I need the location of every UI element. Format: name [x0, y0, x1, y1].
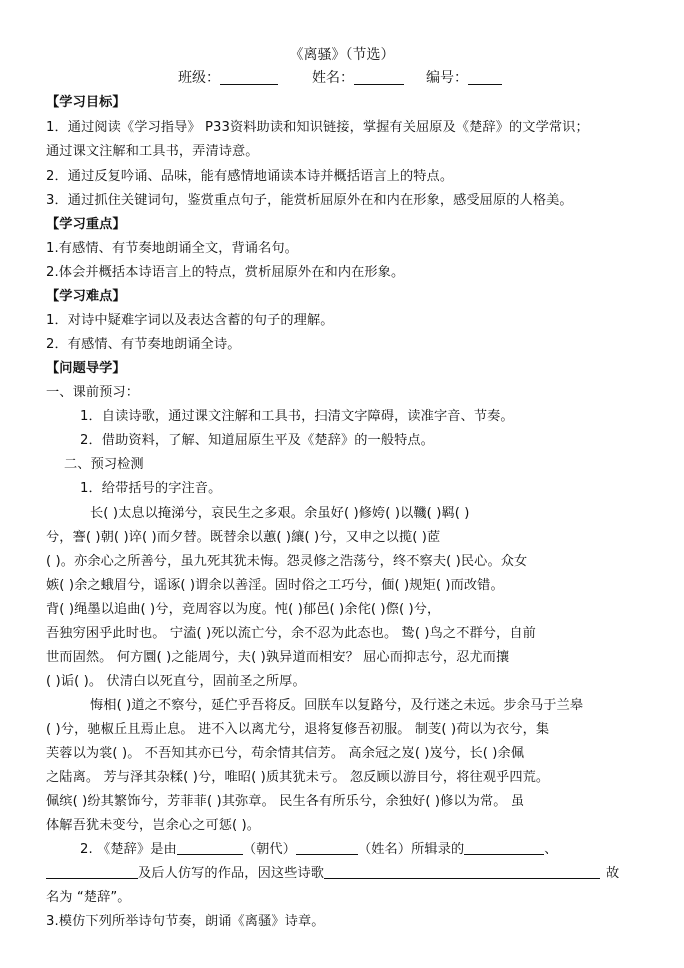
check-title: 二、预习检测: [64, 457, 144, 472]
goals-heading: 【学习目标】: [46, 95, 126, 110]
difficulty-heading: 【学习难点】: [46, 289, 126, 304]
name-field[interactable]: [354, 70, 404, 85]
passage-line: ( )诟( )。 伏清白以死直兮，固前圣之所厚。: [46, 674, 306, 689]
page-title: 《离骚》（节选）: [289, 47, 395, 63]
preview-item: 2．借助资料，了解、知道屈原生平及《楚辞》的一般特点。: [80, 433, 434, 448]
student-info-row: [178, 68, 502, 88]
goal-line: 2．通过反复吟诵、品味，能有感情地诵读本诗并概括语言上的特点。: [46, 169, 454, 184]
q2-text: 故: [606, 866, 620, 881]
q2-number: 2.: [80, 842, 93, 857]
passage-line: 之陆离。 芳与泽其杂糅( )兮，唯昭( )质其犹未亏。 忽反顾以游目兮，将往观乎四荒。: [46, 770, 550, 785]
q2-text: （姓名）所辑录的: [357, 842, 465, 857]
difficulty-line: 2．有感情、有节奏地朗诵全诗。: [46, 337, 241, 352]
passage-line: 背( )绳墨以追曲( )兮，竞周容以为度。忳( )郁邑( )余侘( )傺( )兮，: [46, 602, 441, 617]
check-item-1: 1．给带括号的字注音。: [80, 481, 222, 496]
passage-line: 世而固然。 何方圜( )之能周兮，夫( )孰异道而相安？ 屈心而抑志兮，忍尤而攘: [46, 650, 510, 665]
question-2-line-2: [46, 865, 619, 883]
passage-line: 芙蓉以为裳( )。 不吾知其亦已兮，苟余情其信芳。 高余冠之岌( )岌兮，长( )余佩: [46, 746, 525, 761]
goal-line: 1．通过阅读《学习指导》 P33资料助读和知识链接，掌握有关屈原及《楚辞》的文学常识；: [46, 120, 589, 135]
compiler-blank[interactable]: [296, 841, 358, 855]
guide-heading: 【问题导学】: [46, 361, 126, 376]
class-field[interactable]: [220, 70, 278, 85]
works-blank-1[interactable]: [464, 841, 544, 855]
name-label: 姓名：: [312, 70, 354, 86]
q2-text: 、: [544, 842, 558, 857]
q2-text: （朝代）: [242, 842, 296, 857]
passage-line: 嫉( )余之蛾眉兮，谣诼( )谓余以善淫。固时俗之工巧兮，偭( )规矩( )而改错。: [46, 578, 504, 593]
passage-line: 体解吾犹未变兮，岂余心之可惩( )。: [46, 818, 261, 833]
passage-line: 长( )太息以掩涕兮，哀民生之多艰。余虽好( )修姱( )以鞿( )羁( ): [90, 506, 470, 521]
question-2-line-1: [80, 841, 558, 859]
passage-line: ( )兮，驰椒丘且焉止息。 进不入以离尤兮，退将复修吾初服。 制芰( )荷以为衣兮，集: [46, 722, 550, 737]
preview-title: 一、课前预习：: [46, 385, 140, 400]
goal-line: 通过课文注解和工具书，弄清诗意。: [46, 144, 259, 159]
question-2-line-3: 名为 “楚辞”。: [46, 890, 131, 905]
number-label: 编号：: [426, 70, 468, 86]
question-3: 3.模仿下列所举诗句节奏，朗诵《离骚》诗章。: [46, 914, 325, 929]
focus-heading: 【学习重点】: [46, 217, 126, 232]
reason-blank[interactable]: [324, 865, 600, 879]
works-blank-2[interactable]: [46, 865, 138, 879]
passage-line: ( )。亦余心之所善兮，虽九死其犹未悔。怨灵修之浩荡兮，终不察夫( )民心。众女: [46, 554, 528, 569]
goal-line: 3．通过抓住关键词句，鉴赏重点句子，能赏析屈原外在和内在形象，感受屈原的人格美。: [46, 193, 573, 208]
q2-text: 《楚辞》是由: [97, 842, 177, 857]
dynasty-blank[interactable]: [177, 841, 243, 855]
passage-line: 佩缤( )纷其繁饰兮，芳菲菲( )其弥章。 民生各有所乐兮，余独好( )修以为常。 虽: [46, 794, 525, 809]
focus-line: 2.体会并概括本诗语言上的特点，赏析屈原外在和内在形象。: [46, 265, 405, 280]
passage-line: 吾独穷困乎此时也。 宁溘( )死以流亡兮，余不忍为此态也。 鸷( )鸟之不群兮，自前: [46, 626, 536, 641]
passage-line: 兮，謇( )朝( )谇( )而夕替。既替余以蕙( )纕( )兮，又申之以揽( )茝: [46, 530, 441, 545]
number-field[interactable]: [468, 70, 502, 85]
passage-line: 悔相( )道之不察兮，延伫乎吾将反。回朕车以复路兮，及行迷之未远。步余马于兰皋: [90, 698, 584, 713]
class-label: 班级：: [178, 70, 220, 86]
preview-item: 1．自读诗歌，通过课文注解和工具书，扫清文字障碍，读准字音、节奏。: [80, 409, 514, 424]
difficulty-line: 1．对诗中疑难字词以及表达含蓄的句子的理解。: [46, 313, 334, 328]
q2-text: 及后人仿写的作品，因这些诗歌: [138, 866, 325, 881]
focus-line: 1.有感情、有节奏地朗诵全文，背诵名句。: [46, 241, 298, 256]
